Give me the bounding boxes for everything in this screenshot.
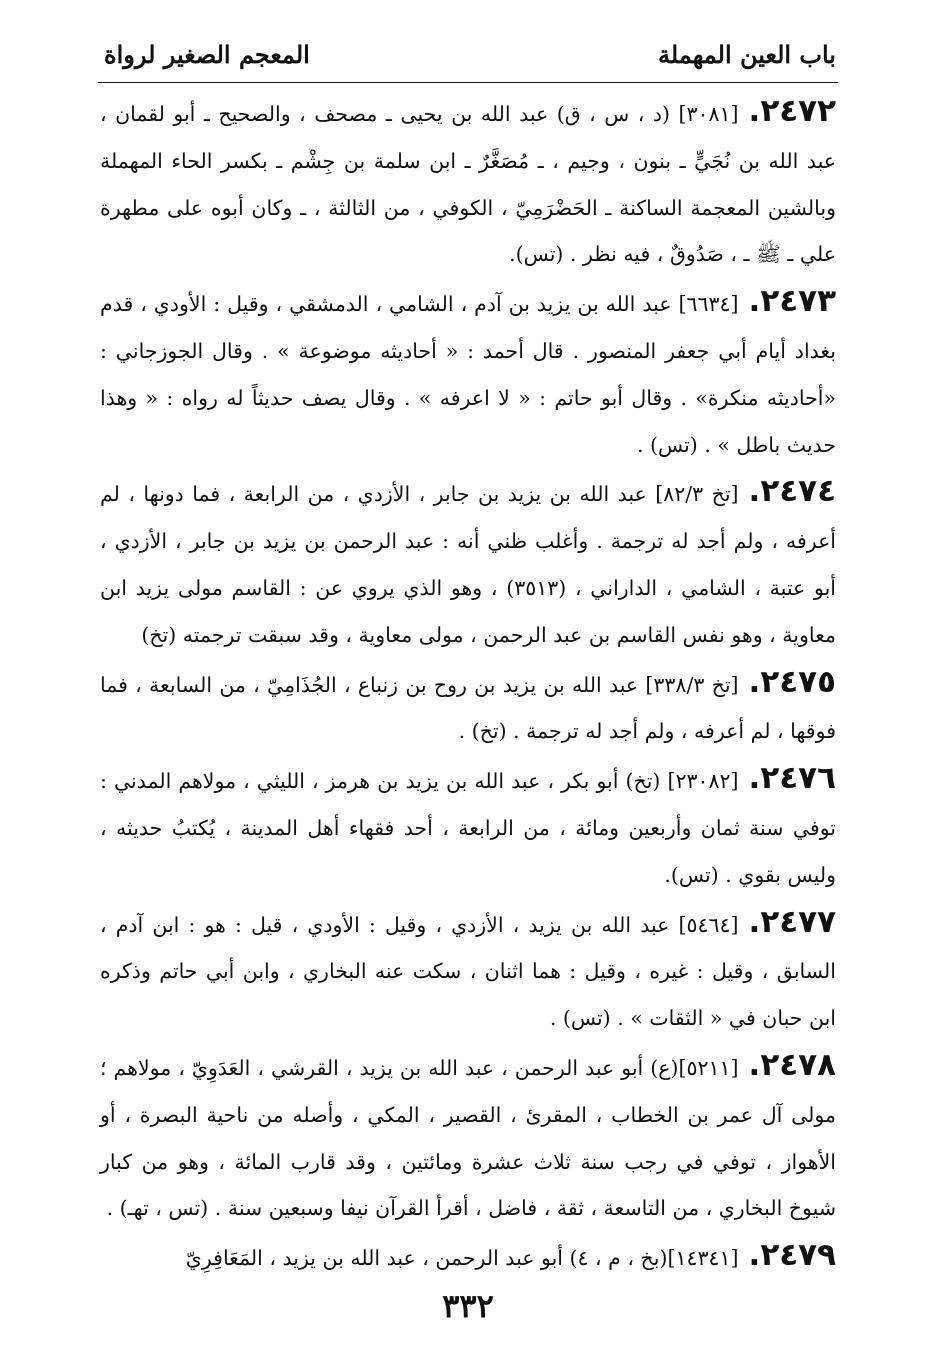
entry-number: ٢٤٧٧.	[748, 903, 836, 940]
entry-number: ٢٤٧٢.	[748, 93, 836, 129]
entry-number: ٢٤٧٩.	[748, 1237, 836, 1274]
entry-number: ٢٤٧٤.	[748, 473, 836, 510]
header-rule	[98, 82, 838, 83]
entry-text: [٢٣٠٨٢] (تخ) أبو بكر ، عبد الله بن يزيد بن هرمز ، الليثي ، مولاهم المدني : توفي سنة ثمان وأربعين ومائة ، من الرابعة ، أحد فقهاء أهل المدينة ، يُكتبُ حديثه ، وليس بقوي . (تس).	[100, 769, 836, 887]
entry-2479	[100, 1232, 836, 1282]
entry-2474	[100, 468, 836, 658]
page-number: ٣٣٢	[442, 1287, 494, 1325]
running-header-chapter: باب العين المهملة	[658, 40, 836, 69]
entry-text: [٥٤٦٤] عبد الله بن يزيد ، الأزدي ، وقيل : الأودي ، قيل : هو : ابن آدم ، السابق ، وقيل : غيره ، وقيل : هما اثنان ، سكت عنه البخاري ، وابن أبي حاتم وذكره ابن حبان في « الثقات » . (تس) .	[100, 912, 836, 1031]
entry-2478	[100, 1042, 836, 1232]
entry-number: ٢٤٧٦.	[748, 760, 836, 797]
entry-number: ٢٤٧٣.	[748, 283, 836, 320]
entry-2473	[100, 278, 836, 468]
entry-2475	[100, 659, 836, 756]
running-header-book-title: المعجم الصغير لرواة	[104, 40, 310, 69]
entry-2472	[100, 88, 836, 278]
entries-body	[100, 88, 836, 1282]
entry-number: ٢٤٧٨.	[748, 1046, 836, 1083]
entry-text: [١٤٣٤١](بخ ، م ، ٤) أبو عبد الرحمن ، عبد الله بن يزيد ، المَعَافِرِيّ	[185, 1246, 739, 1271]
entry-text: [تخ ٣٣٨/٣] عبد الله بن يزيد بن روح بن زنباع ، الجُذَامِيّ ، من السابعة ، فما فوقها ، لم أعرفه ، ولم أجد له ترجمة . (تخ) .	[100, 672, 836, 744]
entry-2477	[100, 899, 836, 1042]
entry-number: ٢٤٧٥.	[748, 663, 837, 700]
entry-text: [تخ ٨٢/٣] عبد الله بن يزيد بن جابر ، الأزدي ، من الرابعة ، فما دونها ، لم أعرفه ، ولم أجد له ترجمة . وأغلب ظني أنه : عبد الرحمن بن يزيد بن جابر ، الأزدي ، أبو عتبة ، الشامي ، الداراني ، (٣٥١٣) ، وهو الذي يروي عن : القاسم مولى يزيد ابن معاوية ، وهو نفس القاسم بن عبد الرحمن ، مولى معاوية ، وقد سبقت ترجمته (تخ)	[100, 482, 836, 647]
entry-text: [٣٠٨١] (د ، س ، ق) عبد الله بن يحيى ـ مصحف ، والصحيح ـ أبو لقمان ، عبد الله بن نُجَيٍّ ـ بنون ، وجيم ، ـ مُصَغَّرٌ ـ ابن سلمة بن جِشْم ـ بكسر الحاء المهملة وبالشين المعجمة الساكنة ـ الحَضْرَمِيّ ، الكوفي ، من الثالثة ، ـ وكان أبوه على مطهرة علي ـ ﷺ ـ ، صَدُوقٌ ، فيه نظر . (تس).	[100, 102, 837, 267]
entry-2476	[100, 755, 836, 898]
entry-text: [٦٦٣٤] عبد الله بن يزيد بن آدم ، الشامي ، الدمشقي ، وقيل : الأودي ، قدم بغداد أيام أبي جعفر المنصور . قال أحمد : « أحاديثه موضوعة » . وقال الجوزجاني : «أحاديثه منكرة» . وقال أبو حاتم : « لا اعرفه » . وقال يصف حديثاً له رواه : « وهذا حديث باطل » . (تس) .	[100, 292, 836, 457]
entry-text: [٥٢١١](ع) أبو عبد الرحمن ، عبد الله بن يزيد ، القرشي ، العَدَوِيّ ، مولاهم ؛ مولى آل عمر بن الخطاب ، المقرئ ، القصير ، المكي ، وأصله من ناحية البصرة ، أو الأهواز ، توفي في رجب سنة ثلاث عشرة ومائتين ، وقد قارب المائة ، وهو من كبار شيوخ البخاري ، من التاسعة ، ثقة ، فاضل ، أقرأ القرآن نيفا وسبعين سنة . (تس ، تهـ) .	[100, 1055, 836, 1221]
